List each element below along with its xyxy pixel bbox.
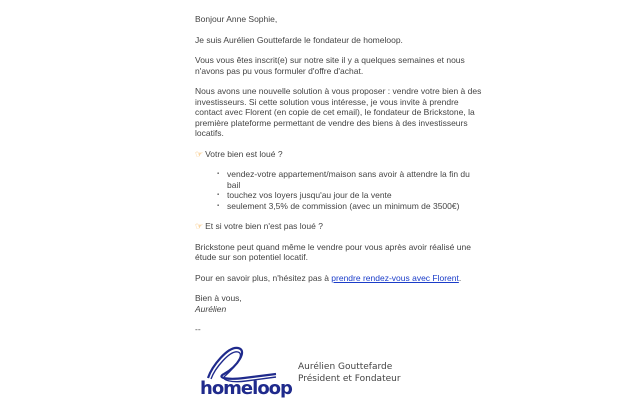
email-signature	[198, 344, 401, 402]
not-rented-heading-text: Et si votre bien n'est pas loué ?	[205, 221, 323, 231]
text-line: étude sur son potentiel locatif.	[195, 252, 308, 262]
not-rented-heading	[195, 221, 485, 232]
text-line: Nous avons une nouvelle solution à vous proposer : vendre votre bien à des	[195, 86, 482, 96]
text-line: Vous vous êtes inscrit(e) sur notre site il y a quelques semaines et nous	[195, 55, 465, 65]
registration-paragraph	[195, 55, 485, 76]
text-line: Brickstone peut quand même le vendre pour vous après avoir réalisé une	[195, 241, 471, 252]
text-line: bail	[227, 179, 241, 190]
text-fragment: Pour en savoir plus, n'hésitez pas à	[195, 272, 332, 283]
email-body	[195, 14, 485, 335]
sender-first-name: Aurélien	[195, 303, 227, 314]
closing-text: Bien à vous,	[195, 293, 242, 303]
homeloop-logo	[198, 344, 292, 402]
list-item	[217, 169, 485, 190]
text-line: investisseurs. Si cette solution vous intéresse, je vous invite à prendre	[195, 96, 459, 107]
solution-paragraph	[195, 86, 485, 139]
text-line: première plateforme permettant de vendre des biens à des investisseurs	[195, 117, 468, 128]
text-line: ▪ touchez vos loyers jusqu'au jour de la vente	[227, 190, 392, 200]
brickstone-paragraph	[195, 242, 485, 263]
list-item	[217, 201, 485, 212]
signature-separator: --	[195, 324, 201, 334]
text-line: n'avons pas pu vous formuler d'offre d'achat.	[195, 65, 364, 76]
list-item	[217, 190, 485, 201]
closing-block	[195, 293, 485, 314]
signature-name: Aurélien Gouttefarde	[298, 362, 393, 372]
greeting: Bonjour Anne Sophie,	[195, 14, 278, 24]
text-fragment: .	[458, 272, 462, 283]
text-line: contact avec Florent (en copie de cet email), le fondateur de Brickstone, la	[195, 107, 475, 117]
pointing-hand-icon: ☞	[195, 221, 204, 231]
appointment-paragraph	[195, 273, 485, 284]
logo-wordmark: homeloop	[200, 378, 292, 399]
text-line: ▪ seulement 3,5% de commission (avec un minimum de 3500€)	[227, 200, 460, 211]
text-line: ▪ vendez-votre appartement/maison sans avoir à attendre la fin du	[227, 169, 470, 179]
pointing-hand-icon: ☞	[195, 148, 204, 159]
rented-heading-text: Votre bien est loué ?	[205, 148, 283, 159]
signature-info	[298, 361, 401, 385]
signature-title: Président et Fondateur	[298, 374, 401, 384]
text-line: locatifs.	[195, 128, 224, 138]
appointment-link[interactable]: prendre rendez-vous avec Florent	[331, 272, 459, 283]
intro-paragraph: Je suis Aurélien Gouttefarde le fondateur de homeloop.	[195, 34, 403, 45]
rented-heading	[195, 149, 485, 160]
benefits-list	[217, 169, 485, 211]
